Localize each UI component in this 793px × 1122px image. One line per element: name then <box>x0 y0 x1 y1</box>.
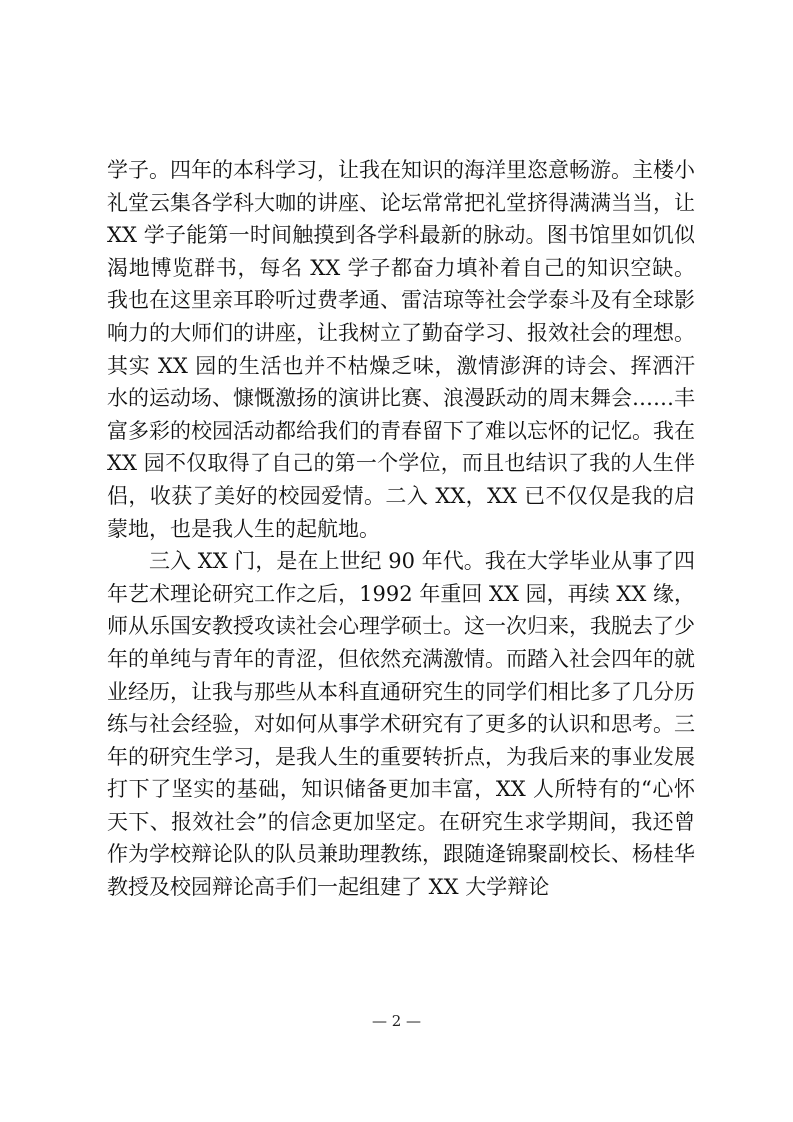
paragraph-1: 学子。四年的本科学习，让我在知识的海洋里恣意畅游。主楼小礼堂云集各学科大咖的讲座、论坛常常把礼堂挤得满满当当，让 XX 学子能第一时间触摸到各学科最新的脉动。图书馆里如饥似渴地博览群书，每名 XX 学子都奋力填补着自己的知识空缺。我也在这里亲耳聆听过费孝通、雷洁琼等社会学泰斗及有全球影响力的大师们的讲座，让我树立了勤奋学习、报效社会的理想。其实 XX 园的生活也并不枯燥乏味，激情澎湃的诗会、挥洒汗水的运动场、慷慨激扬的演讲比赛、浪漫跃动的周末舞会……丰富多彩的校园活动都给我们的青春留下了难以忘怀的记忆。我在 XX 园不仅取得了自己的第一个学位，而且也结识了我的人生伴侣，收获了美好的校园爱情。二入 XX，XX 已不仅仅是我的启蒙地，也是我人生的起航地。 <box>107 158 695 541</box>
page-number: — 2 — <box>371 1012 422 1030</box>
paragraph-2: 三入 XX 门，是在上世纪 90 年代。我在大学毕业从事了四年艺术理论研究工作之后，1992 年重回 XX 园，再续 XX 缘，师从乐国安教授攻读社会心理学硕士。这一次归来，我脱去了少年的单纯与青年的青涩，但依然充满激情。而踏入社会四年的就业经历，让我与那些从本科直通研究生的同学们相比多了几分历练与社会经验，对如何从事学术研究有了更多的认识和思考。三年的研究生学习，是我人生的重要转折点，为我后来的事业发展打下了坚实的基础，知识储备更加丰富，XX 人所特有的“心怀天下、报效社会”的信念更加坚定。在研究生求学期间，我还曾作为学校辩论队的队员兼助理教练，跟随逄锦聚副校长、杨桂华教授及校园辩论高手们一起组建了 XX 大学辩论 <box>107 549 695 900</box>
body-text <box>107 154 695 904</box>
